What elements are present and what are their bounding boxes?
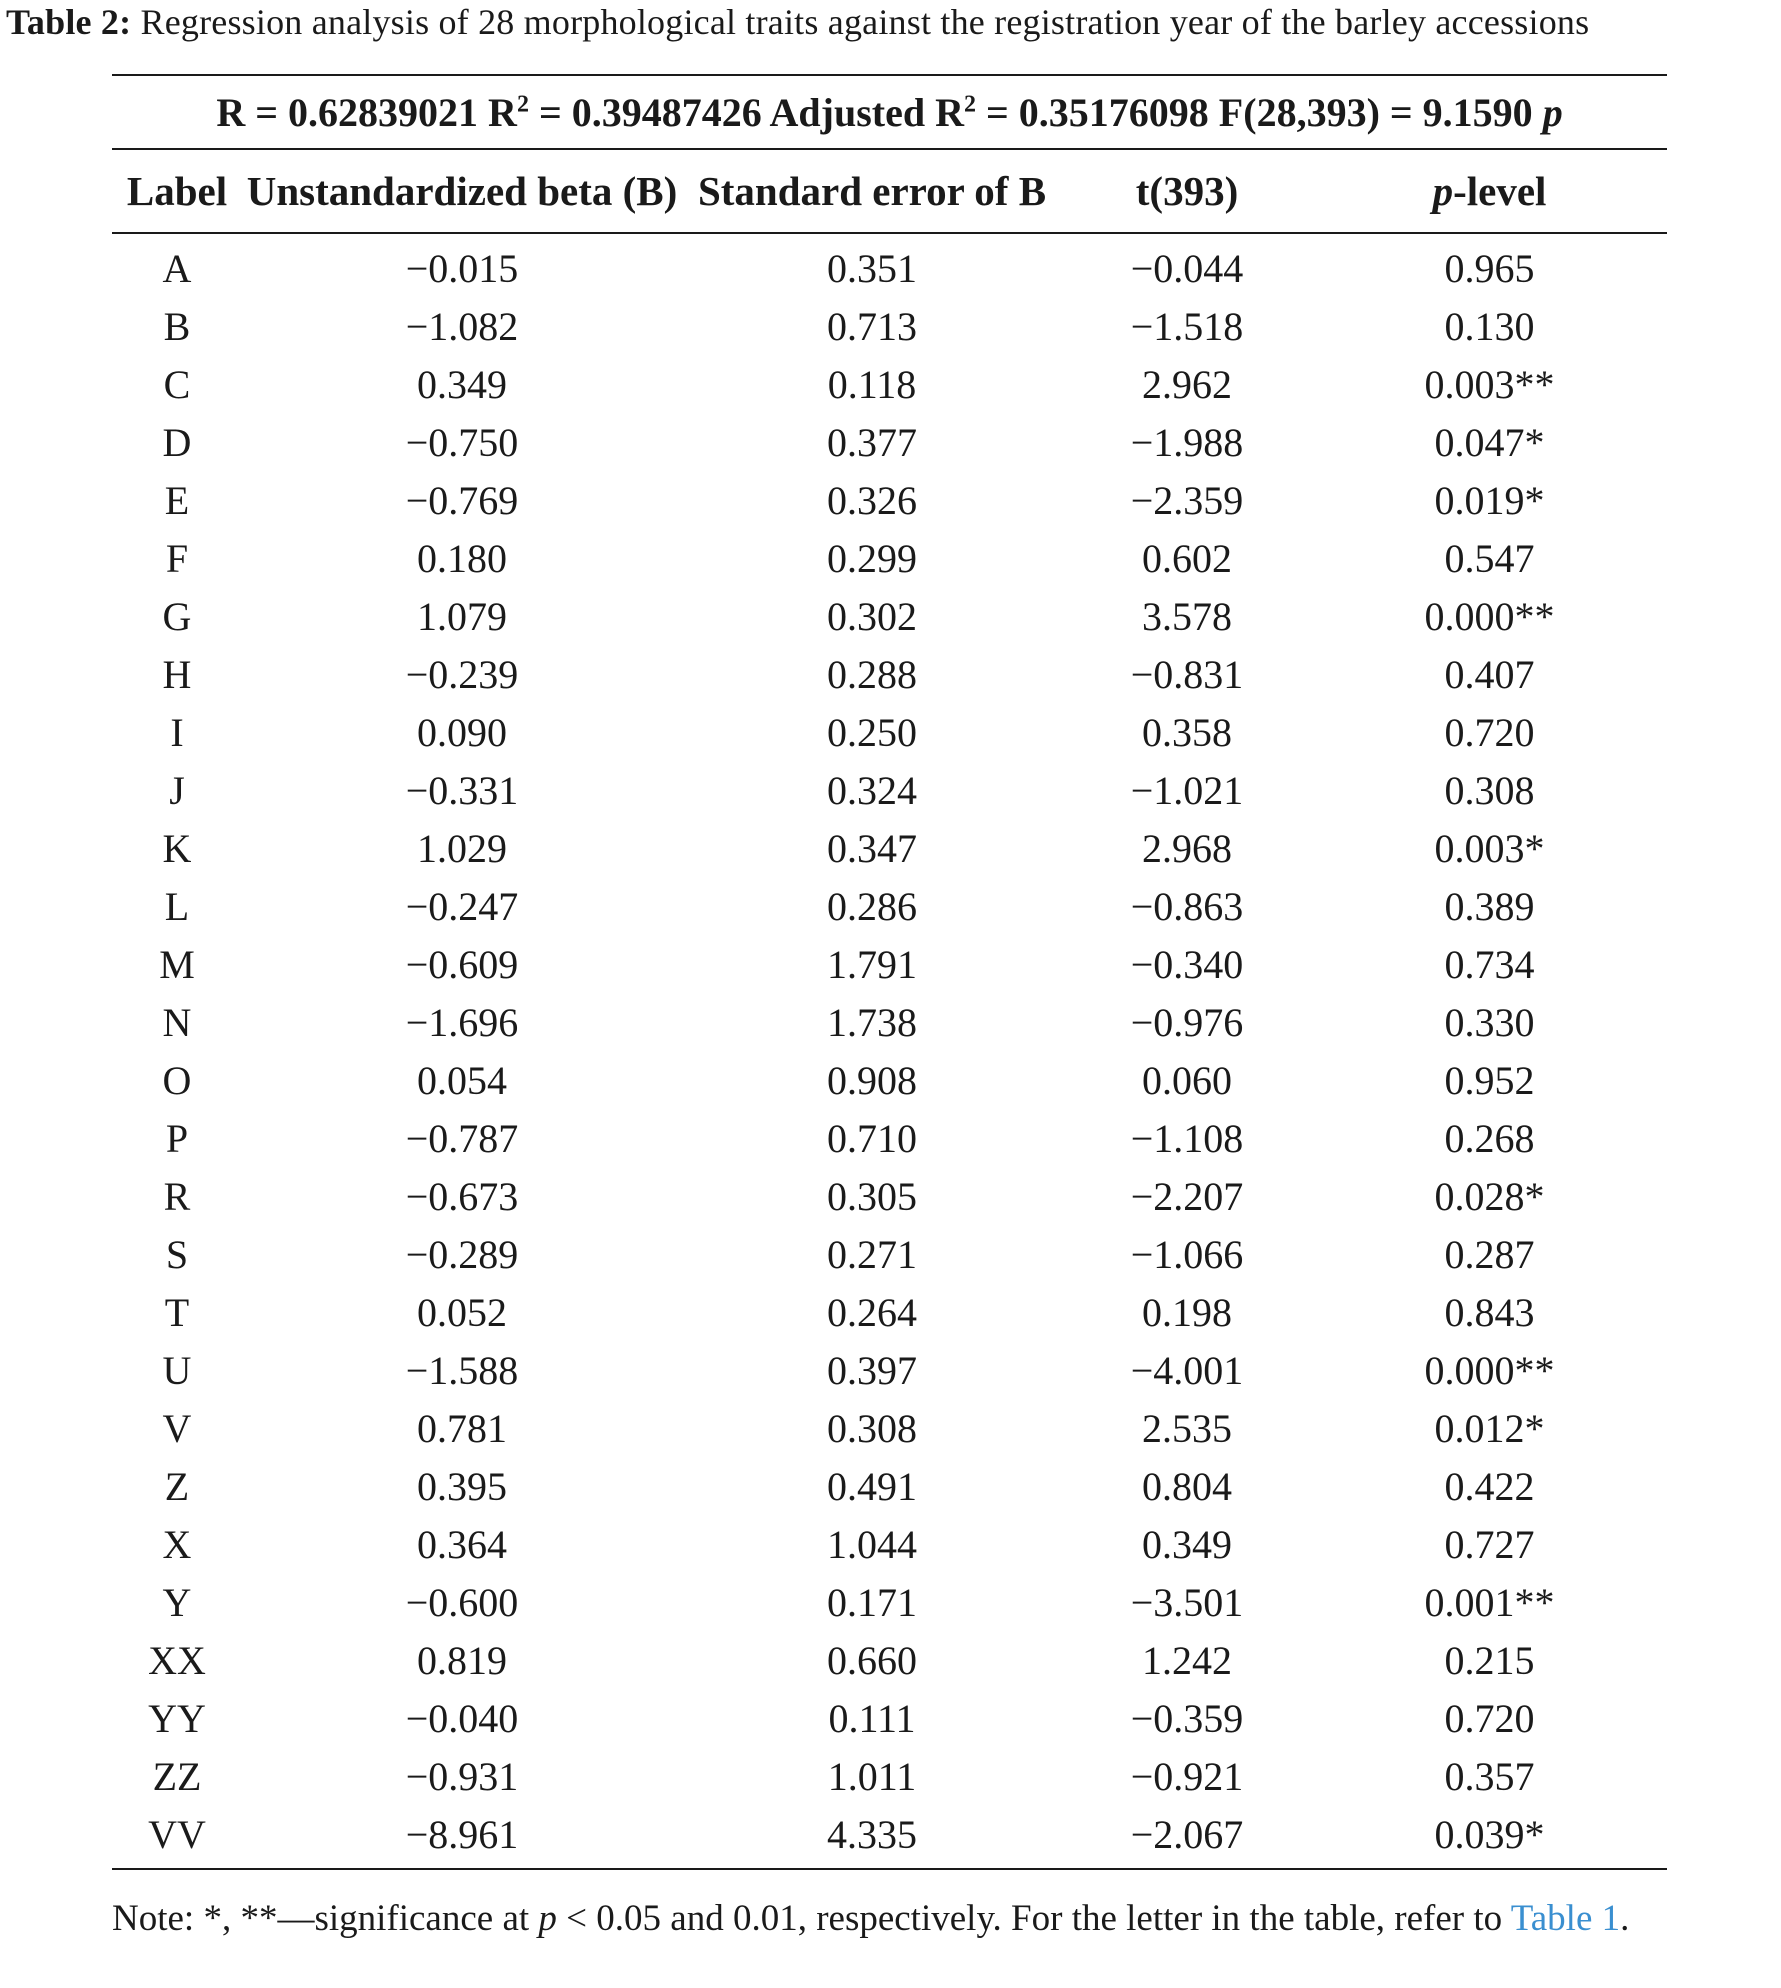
cell-p-level: 0.734 bbox=[1444, 942, 1535, 987]
cell-p-level: 0.727 bbox=[1444, 1522, 1535, 1567]
cell-label: H bbox=[162, 652, 192, 697]
cell-se: 0.118 bbox=[827, 362, 917, 407]
cell-se: 0.713 bbox=[827, 304, 917, 349]
column-header-se: Standard error of B bbox=[682, 149, 1062, 233]
cell-se: 0.326 bbox=[827, 478, 917, 523]
table-row bbox=[112, 414, 1667, 472]
cell-p-level: 0.952 bbox=[1444, 1058, 1535, 1103]
table-note bbox=[112, 1895, 1664, 1943]
table-row bbox=[112, 1052, 1667, 1110]
cell-p-level: 0.028* bbox=[1434, 1174, 1545, 1219]
cell-label: R bbox=[163, 1174, 191, 1219]
cell-label: J bbox=[169, 768, 185, 813]
table-row bbox=[112, 1168, 1667, 1226]
cell-se: 0.250 bbox=[827, 710, 917, 755]
cell-p-level: 0.268 bbox=[1444, 1116, 1535, 1161]
table-row bbox=[112, 1400, 1667, 1458]
cell-beta: −0.673 bbox=[405, 1174, 519, 1219]
cell-p-level: 0.330 bbox=[1444, 1000, 1535, 1045]
cell-t: −1.988 bbox=[1130, 420, 1244, 465]
cell-p-level: 0.012* bbox=[1434, 1406, 1545, 1451]
cell-t: −0.976 bbox=[1130, 1000, 1244, 1045]
cell-beta: 0.054 bbox=[417, 1058, 507, 1103]
cell-beta: −0.289 bbox=[405, 1232, 519, 1277]
cell-p-level: 0.003** bbox=[1424, 362, 1555, 407]
cell-p-level: 0.407 bbox=[1444, 652, 1535, 697]
cell-t: 1.242 bbox=[1142, 1638, 1232, 1683]
table-row bbox=[112, 878, 1667, 936]
column-header-label: Label bbox=[112, 149, 242, 233]
cell-p-level: 0.000** bbox=[1424, 1348, 1555, 1393]
table-row bbox=[112, 820, 1667, 878]
table-row bbox=[112, 233, 1667, 298]
cell-t: −1.021 bbox=[1130, 768, 1244, 813]
column-header-row bbox=[112, 149, 1667, 233]
cell-se: 0.491 bbox=[827, 1464, 917, 1509]
cell-label: ZZ bbox=[152, 1754, 202, 1799]
cell-t: 0.358 bbox=[1142, 710, 1232, 755]
cell-p-level: 0.843 bbox=[1444, 1290, 1535, 1335]
cell-se: 0.299 bbox=[827, 536, 917, 581]
cell-label: D bbox=[162, 420, 192, 465]
cell-se: 0.660 bbox=[827, 1638, 917, 1683]
cell-label: G bbox=[162, 594, 192, 639]
table-row bbox=[112, 704, 1667, 762]
cell-t: 0.198 bbox=[1142, 1290, 1232, 1335]
cell-beta: −1.588 bbox=[405, 1348, 519, 1393]
cell-se: 0.908 bbox=[827, 1058, 917, 1103]
cell-se: 1.738 bbox=[827, 1000, 917, 1045]
cell-label: M bbox=[159, 942, 195, 987]
cell-label: K bbox=[162, 826, 192, 871]
cell-label: S bbox=[165, 1232, 189, 1277]
cell-t: −2.359 bbox=[1130, 478, 1244, 523]
table-row bbox=[112, 356, 1667, 414]
cell-beta: −8.961 bbox=[242, 1806, 682, 1869]
cell-t: −1.518 bbox=[1130, 304, 1244, 349]
caption-text: Regression analysis of 28 morphological traits against the registration year of the barley accessions bbox=[140, 2, 1590, 42]
cell-t: −0.340 bbox=[1130, 942, 1244, 987]
cell-p-level: 0.019* bbox=[1434, 478, 1545, 523]
table-row bbox=[112, 1342, 1667, 1400]
table-row bbox=[112, 1516, 1667, 1574]
cell-t: 2.968 bbox=[1142, 826, 1232, 871]
column-header-beta: Unstandardized beta (B) bbox=[242, 149, 682, 233]
cell-t: 0.804 bbox=[1142, 1464, 1232, 1509]
note-text-2: < 0.05 and 0.01, respectively. For the letter in the table, refer to bbox=[556, 1898, 1511, 1939]
cell-t: 0.060 bbox=[1142, 1058, 1232, 1103]
cell-label: VV bbox=[112, 1806, 242, 1869]
cell-se: 0.377 bbox=[827, 420, 917, 465]
cell-se: 0.305 bbox=[827, 1174, 917, 1219]
cell-beta: −1.696 bbox=[405, 1000, 519, 1045]
caption-label: Table 2: bbox=[6, 2, 132, 42]
cell-t: −1.108 bbox=[1130, 1116, 1244, 1161]
cell-t: 2.535 bbox=[1142, 1406, 1232, 1451]
cell-p-level: 0.039* bbox=[1312, 1806, 1667, 1869]
table-row bbox=[112, 472, 1667, 530]
cell-se: 0.288 bbox=[827, 652, 917, 697]
cell-se: 0.302 bbox=[827, 594, 917, 639]
cell-label: Y bbox=[162, 1580, 192, 1625]
cell-beta: −0.769 bbox=[405, 478, 519, 523]
cell-se: 0.710 bbox=[827, 1116, 917, 1161]
note-text-1: Note: *, **—significance at bbox=[112, 1898, 539, 1939]
cell-p-level: 0.003* bbox=[1434, 826, 1545, 871]
cell-beta: 0.349 bbox=[417, 362, 507, 407]
cell-label: O bbox=[162, 1058, 192, 1103]
cell-label: L bbox=[164, 884, 190, 929]
cell-beta: −1.082 bbox=[405, 304, 519, 349]
cell-t: −4.001 bbox=[1130, 1348, 1244, 1393]
cell-label: E bbox=[164, 478, 190, 523]
cell-p-level: 0.215 bbox=[1444, 1638, 1535, 1683]
stats-sup-1: 2 bbox=[516, 91, 529, 118]
column-header-p-level bbox=[1312, 149, 1667, 233]
cell-label: V bbox=[162, 1406, 192, 1451]
table-row bbox=[112, 1632, 1667, 1690]
cell-t: −1.066 bbox=[1130, 1232, 1244, 1277]
stats-text-1: R = 0.62839021 R bbox=[216, 89, 517, 135]
cell-label: X bbox=[162, 1522, 192, 1567]
table-row bbox=[112, 588, 1667, 646]
regression-table-container bbox=[112, 74, 1667, 1870]
cell-p-level: 0.000** bbox=[1424, 594, 1555, 639]
cell-beta: 0.364 bbox=[417, 1522, 507, 1567]
cell-beta: 1.079 bbox=[417, 594, 507, 639]
cell-label: U bbox=[162, 1348, 192, 1393]
cell-beta: −0.040 bbox=[405, 1696, 519, 1741]
cell-t: −2.067 bbox=[1062, 1806, 1312, 1869]
cell-beta: 0.052 bbox=[417, 1290, 507, 1335]
cell-t: 3.578 bbox=[1142, 594, 1232, 639]
cell-beta: −0.750 bbox=[405, 420, 519, 465]
cell-beta: 0.819 bbox=[417, 1638, 507, 1683]
cell-se: 0.171 bbox=[827, 1580, 917, 1625]
cell-p-level: 0.720 bbox=[1444, 1696, 1535, 1741]
cell-se: 0.308 bbox=[827, 1406, 917, 1451]
cell-se: 1.011 bbox=[827, 1754, 917, 1799]
cell-beta: −0.247 bbox=[405, 884, 519, 929]
stats-text-3: = 0.35176098 F(28,393) = 9.1590 bbox=[976, 89, 1543, 135]
cell-se: 0.286 bbox=[827, 884, 917, 929]
cell-t: 0.602 bbox=[1142, 536, 1232, 581]
cell-beta: −0.015 bbox=[405, 246, 519, 291]
cell-t: −0.831 bbox=[1130, 652, 1244, 697]
cell-label: XX bbox=[148, 1638, 206, 1683]
cell-beta: −0.787 bbox=[405, 1116, 519, 1161]
table-row bbox=[112, 936, 1667, 994]
cell-p-level: 0.287 bbox=[1444, 1232, 1535, 1277]
cell-p-level: 0.357 bbox=[1444, 1754, 1535, 1799]
table-row bbox=[112, 762, 1667, 820]
cell-t: −0.359 bbox=[1130, 1696, 1244, 1741]
cell-se: 1.044 bbox=[827, 1522, 917, 1567]
stats-sup-2: 2 bbox=[964, 91, 977, 118]
cell-label: Z bbox=[164, 1464, 190, 1509]
cell-p-level: 0.130 bbox=[1444, 304, 1535, 349]
cell-t: −2.207 bbox=[1130, 1174, 1244, 1219]
cell-p-level: 0.965 bbox=[1444, 246, 1535, 291]
stats-text-2: = 0.39487426 Adjusted R bbox=[528, 89, 965, 135]
cell-label: P bbox=[165, 1116, 189, 1161]
cell-label: B bbox=[163, 304, 191, 349]
cell-se: 0.351 bbox=[827, 246, 917, 291]
cell-p-level: 0.001** bbox=[1424, 1580, 1555, 1625]
cell-label: T bbox=[164, 1290, 190, 1335]
column-header-p-rest: -level bbox=[1453, 168, 1547, 214]
model-stats bbox=[112, 75, 1667, 149]
cell-t: −0.921 bbox=[1130, 1754, 1244, 1799]
cell-se: 4.335 bbox=[682, 1806, 1062, 1869]
table-1-link[interactable]: Table 1 bbox=[1510, 1898, 1621, 1939]
table-row bbox=[112, 1748, 1667, 1806]
table-body bbox=[112, 233, 1667, 1869]
cell-label: YY bbox=[148, 1696, 206, 1741]
stats-italic-p: p bbox=[1542, 89, 1563, 135]
cell-beta: −0.609 bbox=[405, 942, 519, 987]
table-caption bbox=[6, 0, 1781, 44]
note-italic-p: p bbox=[538, 1898, 557, 1939]
table-row bbox=[112, 1806, 1667, 1869]
cell-beta: −0.331 bbox=[405, 768, 519, 813]
cell-se: 0.324 bbox=[827, 768, 917, 813]
table-row bbox=[112, 530, 1667, 588]
table-row bbox=[112, 1284, 1667, 1342]
cell-label: I bbox=[170, 710, 184, 755]
cell-beta: −0.931 bbox=[405, 1754, 519, 1799]
cell-se: 0.397 bbox=[827, 1348, 917, 1393]
cell-t: 0.349 bbox=[1142, 1522, 1232, 1567]
table-row bbox=[112, 994, 1667, 1052]
cell-se: 0.271 bbox=[827, 1232, 917, 1277]
note-text-3: . bbox=[1620, 1898, 1630, 1939]
cell-beta: 1.029 bbox=[417, 826, 507, 871]
cell-beta: −0.600 bbox=[405, 1580, 519, 1625]
cell-p-level: 0.308 bbox=[1444, 768, 1535, 813]
cell-label: C bbox=[163, 362, 191, 407]
cell-t: −0.863 bbox=[1130, 884, 1244, 929]
table-row bbox=[112, 298, 1667, 356]
cell-label: A bbox=[162, 246, 192, 291]
cell-label: N bbox=[162, 1000, 192, 1045]
table-row bbox=[112, 1226, 1667, 1284]
model-stats-row bbox=[112, 75, 1667, 149]
table-row bbox=[112, 1574, 1667, 1632]
cell-p-level: 0.720 bbox=[1444, 710, 1535, 755]
cell-se: 0.111 bbox=[828, 1696, 916, 1741]
cell-beta: −0.239 bbox=[405, 652, 519, 697]
cell-se: 1.791 bbox=[827, 942, 917, 987]
cell-beta: 0.180 bbox=[417, 536, 507, 581]
cell-p-level: 0.547 bbox=[1444, 536, 1535, 581]
cell-label: F bbox=[165, 536, 189, 581]
table-row bbox=[112, 1690, 1667, 1748]
cell-t: 2.962 bbox=[1142, 362, 1232, 407]
regression-table bbox=[112, 74, 1667, 1870]
cell-se: 0.264 bbox=[827, 1290, 917, 1335]
cell-t: −3.501 bbox=[1130, 1580, 1244, 1625]
cell-p-level: 0.422 bbox=[1444, 1464, 1535, 1509]
cell-p-level: 0.389 bbox=[1444, 884, 1535, 929]
column-header-p-italic: p bbox=[1432, 168, 1454, 214]
column-header-t: t(393) bbox=[1062, 149, 1312, 233]
cell-beta: 0.781 bbox=[417, 1406, 507, 1451]
cell-se: 0.347 bbox=[827, 826, 917, 871]
cell-p-level: 0.047* bbox=[1434, 420, 1545, 465]
table-row bbox=[112, 1458, 1667, 1516]
table-row bbox=[112, 646, 1667, 704]
cell-beta: 0.090 bbox=[417, 710, 507, 755]
table-row bbox=[112, 1110, 1667, 1168]
cell-beta: 0.395 bbox=[417, 1464, 507, 1509]
cell-t: −0.044 bbox=[1130, 246, 1244, 291]
